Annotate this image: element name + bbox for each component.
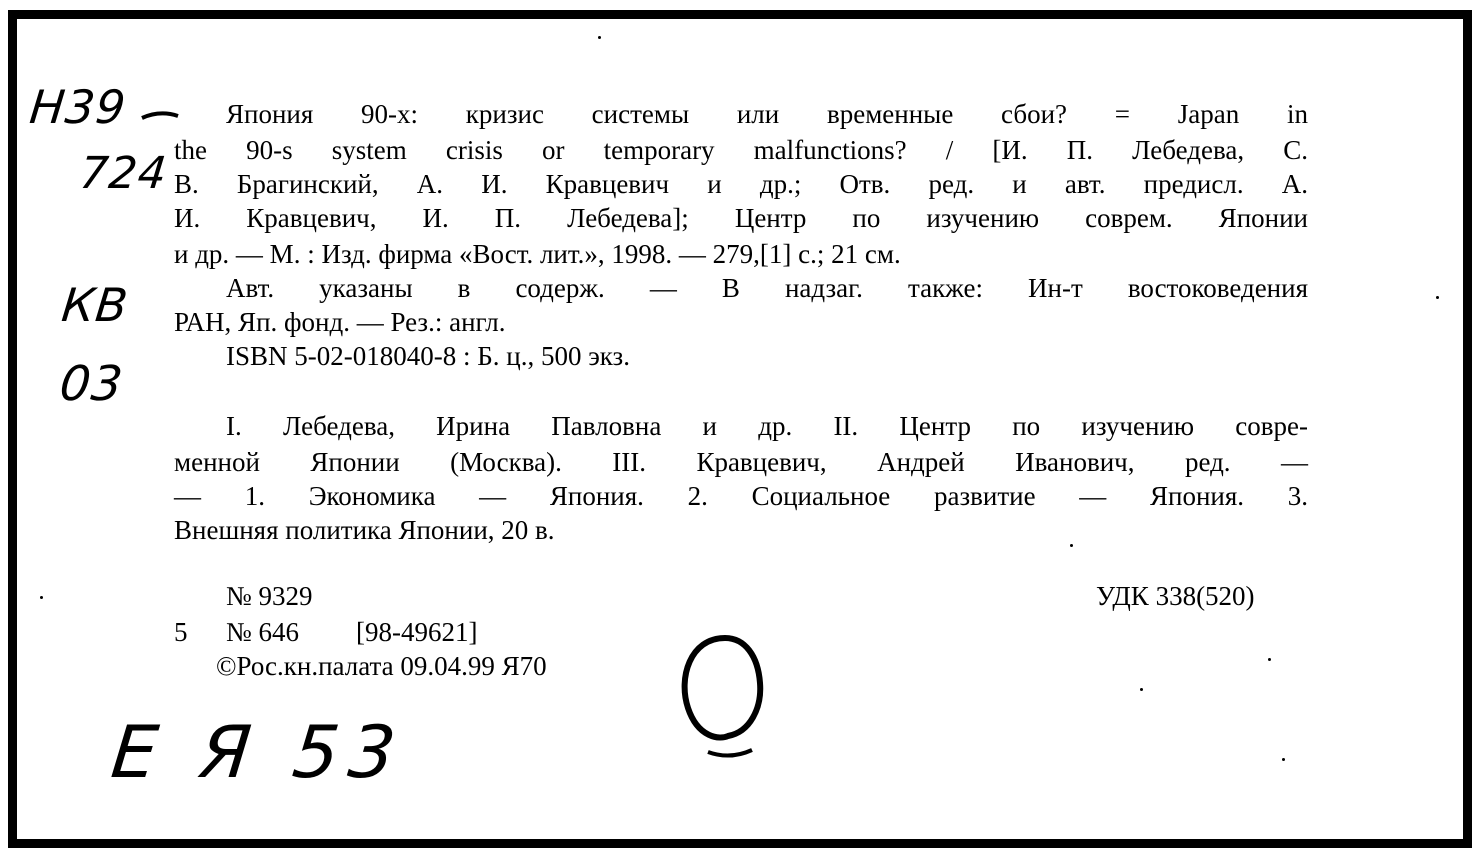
speck: [1282, 758, 1285, 761]
handwritten-circle-mark: [670, 628, 780, 768]
udk: УДК 338(520): [1096, 581, 1255, 611]
number-2: № 646: [226, 617, 300, 647]
speck: [598, 36, 601, 39]
handwritten-code-line1: Н39: [27, 80, 129, 134]
subject-line-2: менной Японии (Москва). III. Кравцевич, Андрей Иванович, ред. —: [174, 447, 1308, 477]
handwritten-shelf-mark: Е Я 53: [107, 710, 410, 794]
isbn-line: ISBN 5-02-018040-8 : Б. ц., 500 экз.: [226, 341, 630, 371]
title-line-5: и др. — М. : Изд. фирма «Вост. лит.», 1998. — 279,[1] с.; 21 см.: [174, 239, 901, 269]
number-1: № 9329: [226, 581, 313, 611]
handwritten-code-kv: КВ: [59, 278, 132, 332]
title-line-4: И. Кравцевич, И. П. Лебедева]; Центр по изучению соврем. Японии: [174, 203, 1308, 233]
handwritten-code-line2: 724: [77, 148, 170, 199]
prefix-5: 5: [174, 617, 188, 647]
title-line-1: Япония 90-х: кризис системы или временные сбои? = Japan in: [226, 99, 1308, 129]
subject-line-3: — 1. Экономика — Япония. 2. Социальное развитие — Япония. 3.: [174, 481, 1308, 511]
handwritten-code-03: 03: [57, 356, 127, 412]
registry-number: [98-49621]: [356, 617, 478, 647]
title-line-3: В. Брагинский, А. И. Кравцевич и др.; Отв. ред. и авт. предисл. А.: [174, 169, 1308, 199]
speck: [1070, 544, 1073, 547]
handwritten-dash: [140, 108, 180, 122]
note-line-2: РАН, Яп. фонд. — Рез.: англ.: [174, 307, 506, 337]
title-line-2: the 90-s system crisis or temporary malfunctions? / [И. П. Лебедева, С.: [174, 135, 1308, 165]
subject-line-4: Внешняя политика Японии, 20 в.: [174, 515, 555, 545]
speck: [40, 596, 43, 599]
note-line-1: Авт. указаны в содерж. — В надзаг. также: Ин-т востоковедения: [226, 273, 1308, 303]
speck: [1140, 688, 1143, 691]
copyright-line: ©Рос.кн.палата 09.04.99 Я70: [216, 651, 547, 681]
subject-line-1: I. Лебедева, Ирина Павловна и др. II. Центр по изучению совре-: [226, 411, 1308, 441]
speck: [1268, 658, 1271, 661]
speck: [1436, 296, 1439, 299]
